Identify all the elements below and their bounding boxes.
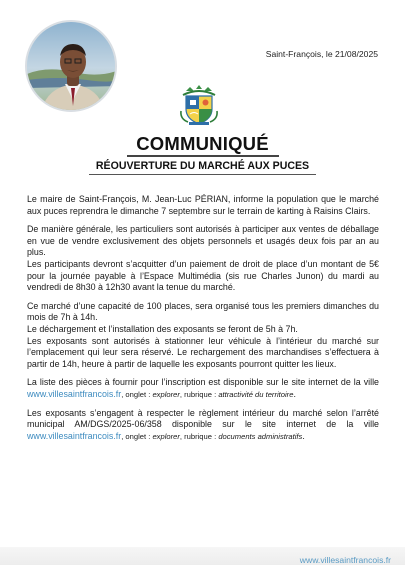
paragraph-documents-list [27,377,379,400]
communique-body [27,194,379,449]
regulation-text: Les exposants s’engagent à respecter le règlement intérieur du marché selon l’arrêté municipal AM/DGS/2025-06/358 disponible sur le site internet de la ville [27,407,379,430]
paragraph-fees: Les participants devront s’acquitter d’un paiement de droit de place d’un montant de 5€ pour la journée payable à l’Espace Multimédia (sis rue Charles Junon) du mardi au vendredi de 8h30 à 12h30 avant la tenue du marché. [27,258,379,293]
paragraph-general-rules: De manière générale, les particuliers sont autorisés à participer aux ventes de déballage en vue de vendre exclusivement des objets personnels et usagés deux fois par an au plus. [27,224,379,258]
city-coat-of-arms-icon [176,81,222,127]
title-underline [127,155,279,157]
mayor-portrait [25,20,117,112]
website-link[interactable]: www.villesaintfrancois.fr [27,388,122,399]
paragraph-parking: Les exposants sont autorisés à stationner leur véhicule à l’intérieur du marché sur l’emplacement qui leur sera réservé. Le rechargement des marchandises s’effectuera à partir de 14h, heure à partir de laquelle les exposants pourront quitter les lieux. [27,335,379,369]
tab-value: explorer [152,389,180,399]
footer-website-link[interactable]: www.villesaintfrancois.fr [299,555,391,565]
documents-list-text: La liste des pièces à fournir pour l’inscription est disponible sur le site internet de la ville [27,377,379,388]
paragraph-announcement: Le maire de Saint-François, M. Jean-Luc PÉRIAN, informe la population que le marché aux puces reprendra le dimanche 7 septembre sur le terrain de karting à Raisins Clairs. [27,194,379,216]
paragraph-unloading: Le déchargement et l’installation des exposants se feront de 5h à 7h. [27,323,298,334]
sentence-end: . [293,388,296,399]
paragraph-capacity: Ce marché d’une capacité de 100 places, sera organisé tous les premiers dimanches du mois de 7h à 14h. [27,300,379,323]
section-value: attractivité du territoire [218,389,294,399]
website-link-2[interactable]: www.villesaintfrancois.fr [27,430,122,441]
date-line: Saint-François, le 21/08/2025 [265,49,378,59]
tab-label: , onglet : [121,389,153,399]
page-subtitle: RÉOUVERTURE DU MARCHÉ AUX PUCES [95,160,310,172]
page-title: COMMUNIQUÉ [136,133,269,154]
tab-label-2: , onglet : [121,431,153,441]
subtitle-underline [89,174,316,175]
tab-value-2: explorer [152,431,180,441]
section-label: , rubrique : [179,389,219,399]
section-value-2: documents administratifs [218,431,303,441]
section-label-2: , rubrique : [179,431,219,441]
sentence-end-2: . [302,430,305,441]
paragraph-regulation [27,408,379,443]
